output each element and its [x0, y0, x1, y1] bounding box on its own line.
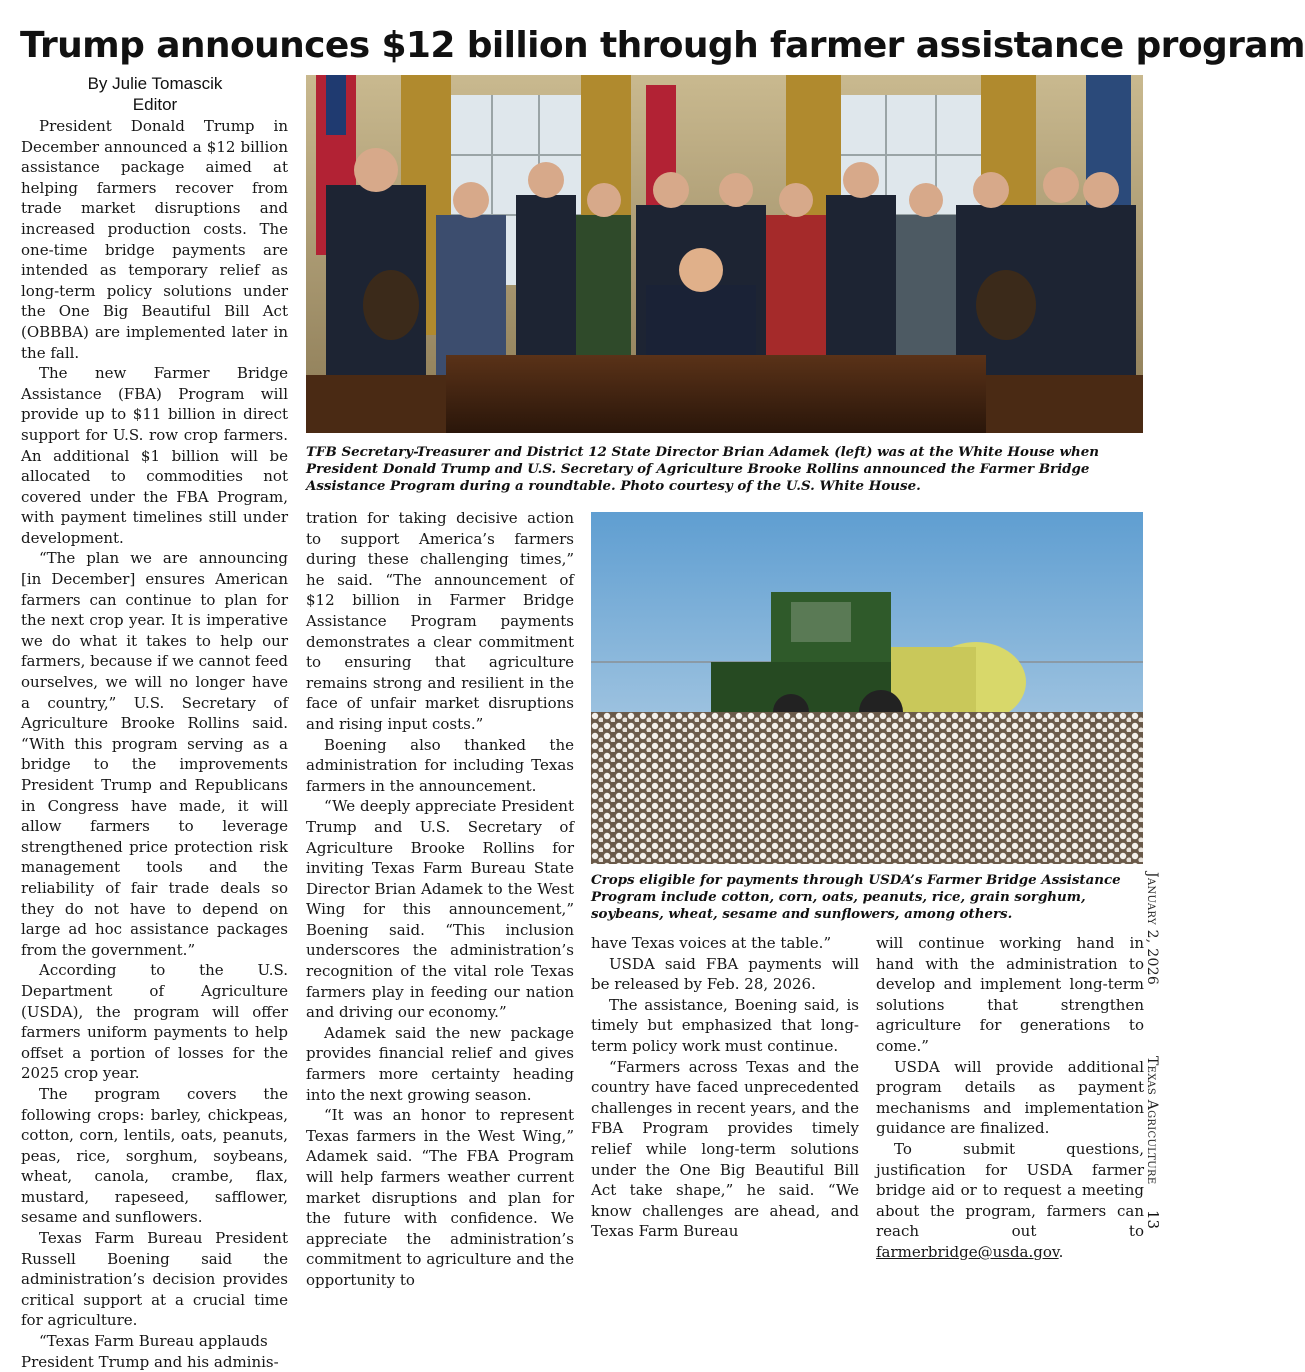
paragraph: have Texas voices at the table.”: [591, 934, 832, 952]
article-column-3: [591, 933, 859, 1242]
paragraph: The program covers the following crops: barley, chickpeas, cotton, corn, lentils, oats, peanuts, peas, rice, sorghum, soybeans, wheat, canola, crambe, flax, mustard, rapeseed, safflower, sesame and sunflowers.: [21, 1084, 288, 1227]
issue-date: January 2, 2026: [1144, 872, 1160, 986]
paragraph: “Texas Farm Bureau applauds President Trump and his adminis-: [21, 1332, 279, 1371]
article-headline: Trump announces $12 billion through farmer assistance program: [20, 25, 1305, 66]
paragraph: Texas Farm Bureau President Russell Boening said the administration’s decision provides critical support at a crucial time for agriculture.: [21, 1229, 288, 1330]
paragraph: The new Farmer Bridge Assistance (FBA) Program will provide up to $11 billion in direct support for U.S. row crop farmers. An additional $1 billion will be allocated to commodities not covered under the FBA Program, with payment timelines still under development.: [21, 364, 288, 547]
author-role: Editor: [132, 95, 178, 114]
paragraph: President Donald Trump in December announced a $12 billion assistance package aimed at helping farmers recover from trade market disruptions and increased production costs. The one-time bridge payments are intended as temporary relief as long-term policy solutions under the One Big Beautiful Bill Act (OBBBA) are implemented later in the fall.: [21, 117, 288, 362]
paragraph: Boening also thanked the administration for including Texas farmers in the announcement.: [306, 735, 574, 795]
paragraph: Adamek said the new package provides financial relief and gives farmers more certainty heading into the next growing season.: [306, 1023, 574, 1104]
oval-office-photo-caption: TFB Secretary-Treasurer and District 12 State Director Brian Adamek (left) was at the White House when President Donald Trump and U.S. Secretary of Agriculture Brooke Rollins announced the Farmer Bridge Assistance Program during a roundtable. Photo courtesy of the U.S. White House.: [306, 444, 1099, 494]
article-column-2: [306, 508, 574, 1291]
byline: [20, 73, 290, 115]
paragraph-text: To submit questions, justification for USDA farmer bridge aid or to request a meeting about the program, farmers can reach out to: [876, 1139, 1144, 1241]
article-column-1: [21, 116, 288, 1372]
cotton-harvest-photo-caption: Crops eligible for payments through USDA’s Farmer Bridge Assistance Program include cotton, corn, oats, peanuts, rice, grain sorghum, soybeans, wheat, sesame and sunflowers, among others.: [591, 872, 1121, 922]
paragraph: USDA said FBA payments will be released by Feb. 28, 2026.: [591, 954, 859, 994]
oval-office-photo: [306, 75, 1143, 433]
page-number: 13: [1144, 1210, 1162, 1230]
paragraph: The assistance, Boening said, is timely but emphasized that long-term policy work must continue.: [591, 995, 859, 1055]
paragraph: tration for taking decisive action to support America’s farmers during these challenging times,” he said. “The announcement of $12 billion in Farmer Bridge Assistance Program payments demonstrates a clear commitment to ensuring that agriculture remains strong and resilient in the face of unfair market disruptions and rising input costs.”: [306, 509, 574, 733]
publication-name: Texas Agriculture: [1144, 1056, 1160, 1185]
contact-email-link[interactable]: farmerbridge@usda.gov: [876, 1242, 1059, 1261]
paragraph: [876, 1139, 1144, 1263]
sentence-end: .: [1058, 1242, 1064, 1261]
article-column-4: [876, 933, 1144, 1263]
paragraph: According to the U.S. Department of Agriculture (USDA), the program will offer farmers uniform payments to help offset a portion of losses for the 2025 crop year.: [21, 961, 288, 1083]
author-name: By Julie Tomascik: [87, 74, 223, 93]
paragraph: “The plan we are announcing [in December] ensures American farmers can continue to plan for the next crop year. It is imperative we do what it takes to help our farmers, because if we cannot feed ourselves, we will no longer have a country,” U.S. Secretary of Agriculture Brooke Rollins said. “With this program serving as a bridge to the improvements President Trump and Republicans in Congress have made, it will allow farmers to leverage strengthened price protection risk management tools and the reliability of fair trade deals so they do not have to depend on large ad hoc assistance packages from the government.”: [21, 549, 288, 959]
paragraph: “It was an honor to represent Texas farmers in the West Wing,” Adamek said. “The FBA Program will help farmers weather current market disruptions and plan for the future with confidence. We appreciate the administration’s commitment to agriculture and the opportunity to: [306, 1106, 574, 1289]
paragraph: USDA will provide additional program details as payment mechanisms and implementation guidance are finalized.: [876, 1057, 1144, 1138]
paragraph: “We deeply appreciate President Trump and U.S. Secretary of Agriculture Brooke Rollins for inviting Texas Farm Bureau State Director Brian Adamek to the West Wing for this announcement,” Boening said. “This inclusion underscores the administration’s recognition of the vital role Texas farmers play in feeding our nation and driving our economy.”: [306, 797, 574, 1022]
cotton-harvest-photo: [591, 512, 1143, 864]
paragraph: “Farmers across Texas and the country have faced unprecedented challenges in recent years, and the FBA Program provides timely relief while long-term solutions under the One Big Beautiful Bill Act take shape,” he said. “We know challenges are ahead, and Texas Farm Bureau: [591, 1057, 859, 1241]
paragraph: will continue working hand in hand with the administration to develop and implement long-term solutions that strengthen agriculture for generations to come.”: [876, 934, 1144, 1055]
